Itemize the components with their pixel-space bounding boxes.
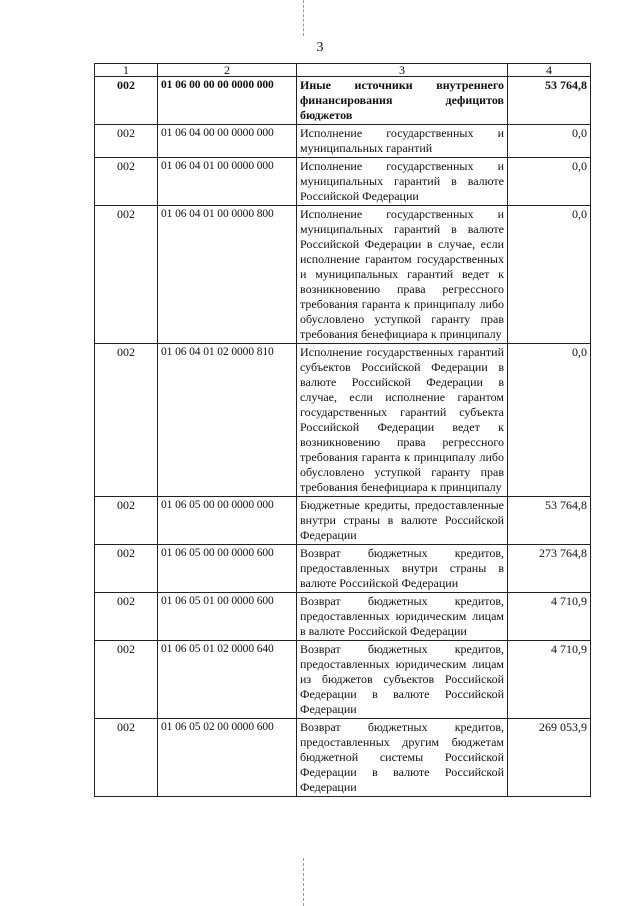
amount-cell: 4 710,9 — [508, 641, 591, 719]
column-header: 4 — [508, 64, 591, 77]
table-row — [95, 77, 591, 125]
source-name-cell: Возврат бюджетных кредитов, предоставленных другим бюджетам бюджетной системы Российской Федерации в валюте Российской Федерации — [297, 719, 508, 797]
admin-code-cell: 002 — [95, 344, 158, 497]
table-row — [95, 593, 591, 641]
budget-code-cell: 01 06 04 01 00 0000 800 — [158, 206, 297, 344]
amount-cell: 0,0 — [508, 344, 591, 497]
admin-code-cell: 002 — [95, 125, 158, 158]
amount-cell: 0,0 — [508, 206, 591, 344]
fold-line-top — [303, 0, 304, 36]
column-header: 3 — [297, 64, 508, 77]
admin-code-cell: 002 — [95, 206, 158, 344]
amount-cell: 53 764,8 — [508, 77, 591, 125]
table-row — [95, 158, 591, 206]
budget-code-cell: 01 06 05 01 00 0000 600 — [158, 593, 297, 641]
source-name-cell: Исполнение государственных гарантий субъектов Российской Федерации в валюте Российской Федерации в случае, если исполнение гарантом государственных гарантий субъекта Российской Федерации ведет к возникновению права регрессного требования гаранта к принципалу либо обусловлено уступкой гаранту прав требования бенефициара к принципалу — [297, 344, 508, 497]
amount-cell: 0,0 — [508, 158, 591, 206]
admin-code-cell: 002 — [95, 719, 158, 797]
source-name-cell: Исполнение государственных и муниципальных гарантий — [297, 125, 508, 158]
sources-table — [94, 63, 591, 797]
column-header: 1 — [95, 64, 158, 77]
table-row — [95, 719, 591, 797]
table-row — [95, 545, 591, 593]
table-row — [95, 344, 591, 497]
budget-code-cell: 01 06 05 01 02 0000 640 — [158, 641, 297, 719]
admin-code-cell: 002 — [95, 641, 158, 719]
budget-code-cell: 01 06 04 01 02 0000 810 — [158, 344, 297, 497]
admin-code-cell: 002 — [95, 593, 158, 641]
admin-code-cell: 002 — [95, 545, 158, 593]
fold-line-bottom — [303, 858, 304, 906]
table-row — [95, 497, 591, 545]
table-row — [95, 125, 591, 158]
source-name-cell: Иные источники внутреннего финансирования дефицитов бюджетов — [297, 77, 508, 125]
budget-code-cell: 01 06 05 00 00 0000 000 — [158, 497, 297, 545]
source-name-cell: Исполнение государственных и муниципальных гарантий в валюте Российской Федерации — [297, 158, 508, 206]
amount-cell: 4 710,9 — [508, 593, 591, 641]
admin-code-cell: 002 — [95, 77, 158, 125]
budget-code-cell: 01 06 04 00 00 0000 000 — [158, 125, 297, 158]
column-header: 2 — [158, 64, 297, 77]
admin-code-cell: 002 — [95, 158, 158, 206]
source-name-cell: Возврат бюджетных кредитов, предоставленных юридическим лицам из бюджетов субъектов Российской Федерации в валюте Российской Федерации — [297, 641, 508, 719]
source-name-cell: Возврат бюджетных кредитов, предоставленных юридическим лицам в валюте Российской Федерации — [297, 593, 508, 641]
admin-code-cell: 002 — [95, 497, 158, 545]
table-body — [95, 77, 591, 797]
amount-cell: 273 764,8 — [508, 545, 591, 593]
budget-code-cell: 01 06 04 01 00 0000 000 — [158, 158, 297, 206]
amount-cell: 53 764,8 — [508, 497, 591, 545]
amount-cell: 0,0 — [508, 125, 591, 158]
budget-code-cell: 01 06 05 00 00 0000 600 — [158, 545, 297, 593]
budget-code-cell: 01 06 05 02 00 0000 600 — [158, 719, 297, 797]
amount-cell: 269 053,9 — [508, 719, 591, 797]
header-row — [95, 64, 591, 77]
source-name-cell: Возврат бюджетных кредитов, предоставленных внутри страны в валюте Российской Федерации — [297, 545, 508, 593]
page-number: 3 — [316, 40, 324, 55]
table-row — [95, 641, 591, 719]
table-row — [95, 206, 591, 344]
source-name-cell: Исполнение государственных и муниципальных гарантий в валюте Российской Федерации в случае, если исполнение гарантом государственных и муниципальных гарантий ведет к возникновению права регрессного требования гаранта к принципалу либо обусловлено уступкой гаранту прав требования бенефициара к принципалу — [297, 206, 508, 344]
budget-code-cell: 01 06 00 00 00 0000 000 — [158, 77, 297, 125]
source-name-cell: Бюджетные кредиты, предоставленные внутри страны в валюте Российской Федерации — [297, 497, 508, 545]
